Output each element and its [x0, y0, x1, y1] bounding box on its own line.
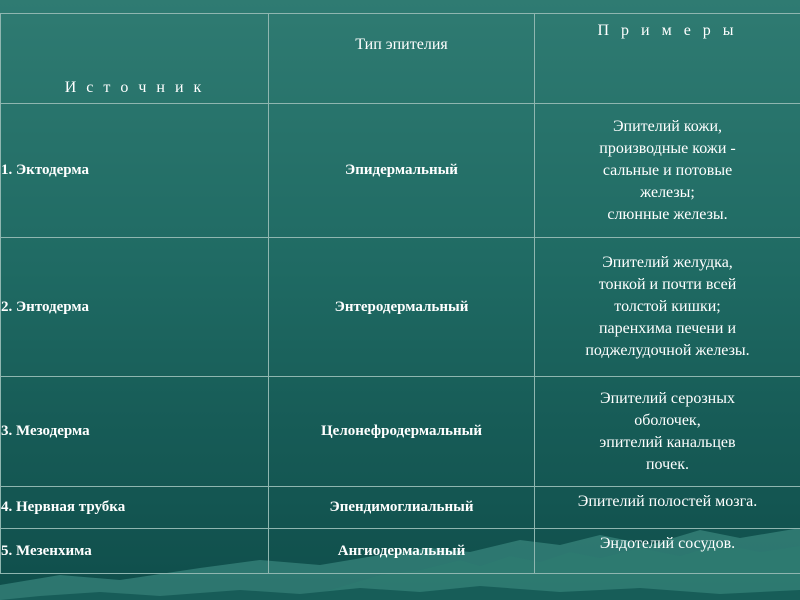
type-cell: Целонефродермальный: [269, 377, 535, 487]
source-cell: 2. Энтодерма: [1, 238, 269, 377]
example-line: оболочек,: [634, 411, 701, 429]
example-line: железы;: [640, 183, 695, 201]
examples-cell: [535, 238, 800, 377]
header-type: Тип эпителия: [269, 14, 535, 104]
example-line: слюнные железы.: [607, 205, 728, 223]
type-cell: Эпидермальный: [269, 104, 535, 238]
source-cell: 3. Мезодерма: [1, 377, 269, 487]
example-line: толстой кишки;: [614, 298, 721, 315]
examples-cell: [535, 529, 800, 574]
example-line: эпителий канальцев: [599, 433, 736, 451]
example-line: поджелудочной железы.: [585, 342, 750, 359]
table-row: [1, 238, 800, 377]
source-cell: 5. Мезенхима: [1, 529, 269, 574]
example-line: почек.: [645, 455, 690, 473]
epithelium-table: [0, 13, 800, 574]
example-line: сальные и потовые: [602, 161, 733, 179]
example-line: Эпителий желудка,: [602, 254, 733, 271]
example-line: производные кожи -: [599, 139, 736, 157]
example-line: Эпителий серозных: [600, 389, 735, 407]
table-row: [1, 104, 800, 238]
type-cell: Эпендимоглиальный: [269, 487, 535, 529]
type-cell: Энтеродермальный: [269, 238, 535, 377]
type-cell: Ангиодермальный: [269, 529, 535, 574]
table-row: [1, 487, 800, 529]
examples-cell: [535, 487, 800, 529]
examples-cell: [535, 377, 800, 487]
example-line: тонкой и почти всей: [598, 276, 737, 293]
table-row: [1, 377, 800, 487]
source-cell: 4. Нервная трубка: [1, 487, 269, 529]
header-examples: П р и м е р ы: [535, 14, 800, 104]
examples-cell: [535, 104, 800, 238]
example-line: Эндотелий сосудов.: [599, 535, 736, 552]
source-cell: 1. Эктодерма: [1, 104, 269, 238]
header-source: И с т о ч н и к: [1, 14, 269, 104]
table-row: [1, 529, 800, 574]
example-line: Эпителий полостей мозга.: [577, 493, 758, 510]
example-line: паренхима печени и: [598, 320, 737, 337]
example-line: Эпителий кожи,: [612, 117, 723, 135]
table-header-row: [1, 14, 800, 104]
